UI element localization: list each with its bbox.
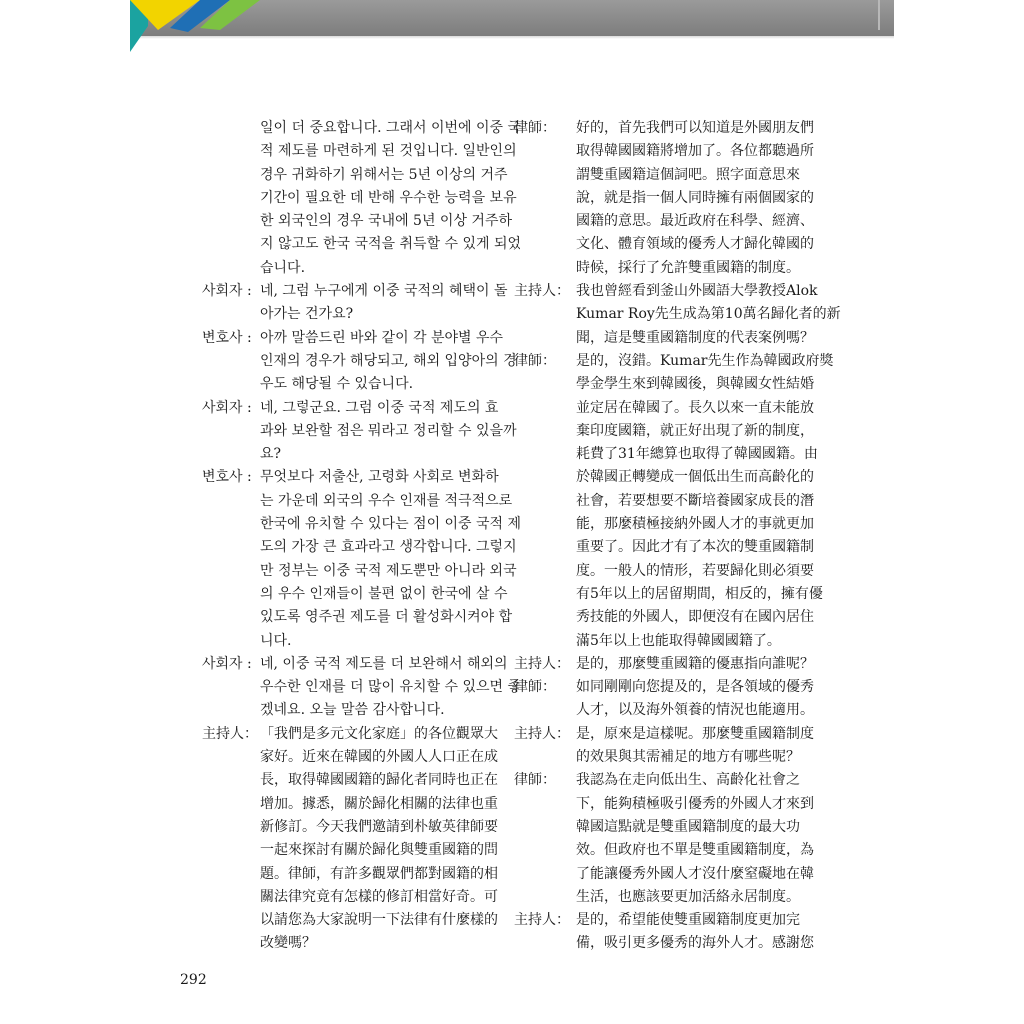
text-line: 도의 가장 큰 효과라고 생각합니다. 그렇지 bbox=[260, 539, 517, 556]
dialogue-entry bbox=[514, 676, 814, 723]
speaker-label: 主持人： bbox=[514, 655, 570, 672]
speaker-label: 主持人： bbox=[514, 912, 570, 929]
dialogue-entry bbox=[514, 909, 814, 956]
text-line: 네, 그렇군요. 그럼 이중 국적 제도의 효 bbox=[260, 399, 499, 416]
speaker-label: 律師： bbox=[514, 679, 556, 696]
dialogue-text bbox=[260, 117, 521, 280]
text-line: 下，能夠積極吸引優秀的外國人才來到 bbox=[576, 795, 814, 812]
text-line: 是的，希望能使雙重國籍制度更加完 bbox=[576, 912, 800, 929]
text-line: 적 제도를 마련하게 된 것입니다. 일반인의 bbox=[260, 143, 517, 160]
text-line: 있도록 영주권 제도를 더 활성화시켜야 합 bbox=[260, 609, 513, 626]
text-line: 能，那麼積極接納外國人才的事就更加 bbox=[576, 516, 814, 533]
text-line: 韓國這點就是雙重國籍制度的最大功 bbox=[576, 818, 800, 835]
text-line: 題。律師，有許多觀眾們都對國籍的相 bbox=[260, 865, 498, 882]
dialogue-text bbox=[576, 350, 833, 653]
text-line: 備，吸引更多優秀的海外人才。感謝您 bbox=[576, 935, 814, 952]
text-line: 如同剛剛向您提及的，是各領域的優秀 bbox=[576, 679, 814, 696]
text-line: 生活，也應該要更加活絡永居制度。 bbox=[576, 888, 800, 905]
text-line: 關法律究竟有怎樣的修訂相當好奇。可 bbox=[260, 888, 498, 905]
header-rule bbox=[878, 0, 880, 30]
text-line: 기간이 필요한 데 반해 우수한 능력을 보유 bbox=[260, 189, 517, 206]
text-line: 社會，若要想要不斷培養國家成長的潛 bbox=[576, 492, 814, 509]
text-line: 國籍的意思。最近政府在科學、經濟、 bbox=[576, 213, 814, 230]
text-line: 아가는 건가요? bbox=[260, 306, 354, 323]
speaker-label: 主持人： bbox=[202, 725, 258, 742]
text-line: 네, 그럼 누구에게 이중 국적의 혜택이 돌 bbox=[260, 283, 508, 300]
dialogue-text bbox=[576, 723, 814, 770]
page-number: 292 bbox=[180, 972, 207, 988]
text-line: 「我們是多元文化家庭」的各位觀眾大 bbox=[260, 725, 498, 742]
text-line: 改變嗎？ bbox=[260, 935, 316, 952]
dialogue-text bbox=[576, 653, 814, 676]
text-line: 경우 귀화하기 위해서는 5년 이상의 거주 bbox=[260, 166, 508, 183]
text-line: 家好。近來在韓國的外國人人口正在成 bbox=[260, 749, 498, 766]
dialogue-entry bbox=[514, 117, 814, 280]
dialogue-text bbox=[260, 397, 517, 467]
dialogue-entry bbox=[514, 350, 834, 653]
text-line: 우수한 인재를 더 많이 유치할 수 있으면 좋 bbox=[260, 679, 522, 696]
dialogue-entry bbox=[202, 723, 498, 956]
text-line: 과와 보완할 점은 뭐라고 정리할 수 있을까 bbox=[260, 422, 517, 439]
text-line: 겠네요. 오늘 말씀 감사합니다. bbox=[260, 702, 445, 719]
dialogue-text bbox=[260, 466, 521, 652]
speaker-label: 主持人： bbox=[514, 725, 570, 742]
dialogue-entry bbox=[202, 466, 522, 652]
text-line: 是，原來是這樣呢。那麼雙重國籍制度 bbox=[576, 725, 814, 742]
text-line: 我認為在走向低出生、高齡化社會之 bbox=[576, 772, 800, 789]
text-line: Kumar Roy先生成為第10萬名歸化者的新 bbox=[576, 306, 841, 323]
text-line: 學金學生來到韓國後，與韓國女性結婚 bbox=[576, 376, 814, 393]
text-line: 是的，沒錯。Kumar先生作為韓國政府獎 bbox=[576, 352, 834, 369]
text-line: 일이 더 중요합니다. 그래서 이번에 이중 국 bbox=[260, 120, 522, 136]
dialogue-entry bbox=[202, 117, 522, 280]
right-column bbox=[514, 117, 841, 956]
dialogue-text bbox=[260, 723, 498, 956]
text-line: 長，取得韓國國籍的歸化者同時也正在 bbox=[260, 772, 498, 789]
text-line: 우도 해당될 수 있습니다. bbox=[260, 376, 414, 393]
speaker-label: 律師： bbox=[514, 772, 556, 789]
dialogue-entry bbox=[514, 280, 841, 350]
text-line: 重要了。因此才有了本次的雙重國籍制 bbox=[576, 539, 814, 556]
text-line: 並定居在韓國了。長久以來一直未能放 bbox=[576, 399, 814, 416]
text-line: 지 않고도 한국 국적을 취득할 수 있게 되었 bbox=[260, 236, 522, 253]
text-line: 秀技能的外國人，即便沒有在國內居住 bbox=[576, 609, 814, 626]
dialogue-entry bbox=[514, 769, 814, 909]
speaker-label: 主持人： bbox=[514, 283, 570, 300]
text-line: 有5年以上的居留期間，相反的，擁有優 bbox=[576, 585, 823, 602]
text-line: 聞，這是雙重國籍制度的代表案例嗎？ bbox=[576, 329, 814, 346]
text-line: 는 가운데 외국의 우수 인재를 적극적으로 bbox=[260, 492, 513, 509]
text-line: 습니다. bbox=[260, 259, 306, 276]
text-line: 時候，採行了允許雙重國籍的制度。 bbox=[576, 259, 800, 276]
left-column bbox=[202, 117, 522, 956]
text-line: 만 정부는 이중 국적 제도뿐만 아니라 외국 bbox=[260, 562, 517, 579]
dialogue-text bbox=[576, 769, 814, 909]
text-line: 於韓國正轉變成一個低出生而高齡化的 bbox=[576, 469, 814, 486]
text-line: 是的，那麼雙重國籍的優惠指向誰呢？ bbox=[576, 655, 814, 672]
speaker-label: 변호사 : bbox=[202, 329, 252, 346]
text-line: 滿5年以上也能取得韓國國籍了。 bbox=[576, 632, 781, 649]
dialogue-text bbox=[576, 280, 841, 350]
text-line: 니다. bbox=[260, 632, 292, 649]
speaker-label: 律師： bbox=[514, 120, 556, 136]
text-line: 增加。據悉，關於歸化相關的法律也重 bbox=[260, 795, 498, 812]
dialogue-text bbox=[260, 280, 508, 327]
speaker-label: 사회자 : bbox=[202, 283, 252, 300]
dialogue-text bbox=[260, 653, 521, 723]
speaker-label bbox=[202, 117, 260, 280]
dialogue-entry bbox=[202, 397, 517, 467]
text-line: 네, 이중 국적 제도를 더 보완해서 해외의 bbox=[260, 655, 508, 672]
text-line: 說，就是指一個人同時擁有兩個國家的 bbox=[576, 189, 814, 206]
text-line: 以請您為大家說明一下法律有什麼樣的 bbox=[260, 912, 498, 929]
text-line: 效。但政府也不單是雙重國籍制度，為 bbox=[576, 842, 814, 859]
dialogue-text bbox=[576, 909, 814, 956]
text-line: 한국에 유치할 수 있다는 점이 이중 국적 제 bbox=[260, 516, 522, 533]
text-line: 人才，以及海外領養的情況也能適用。 bbox=[576, 702, 814, 719]
speaker-label: 사회자 : bbox=[202, 399, 252, 416]
dialogue-text bbox=[576, 676, 814, 723]
speaker-label: 사회자 : bbox=[202, 655, 252, 672]
dialogue-entry bbox=[202, 653, 522, 723]
dialogue-text bbox=[260, 327, 517, 397]
text-line: 요? bbox=[260, 446, 282, 463]
header-decoration bbox=[130, 0, 270, 52]
text-line: 一起來探討有關於歸化與雙重國籍的問 bbox=[260, 842, 498, 859]
text-line: 아까 말씀드린 바와 같이 각 분야별 우수 bbox=[260, 329, 504, 346]
text-line: 取得韓國國籍將增加了。各位都聽過所 bbox=[576, 143, 814, 160]
text-line: 耗費了31年總算也取得了韓國國籍。由 bbox=[576, 446, 818, 463]
text-line: 棄印度國籍，就正好出現了新的制度， bbox=[576, 422, 814, 439]
speaker-label: 律師： bbox=[514, 352, 556, 369]
dialogue-entry bbox=[202, 280, 508, 327]
dialogue-entry bbox=[202, 327, 517, 397]
text-line: 度。一般人的情形，若要歸化則必須要 bbox=[576, 562, 814, 579]
text-line: 한 외국인의 경우 국내에 5년 이상 거주하 bbox=[260, 213, 512, 230]
text-line: 的效果與其需補足的地方有哪些呢？ bbox=[576, 749, 800, 766]
dialogue-entry bbox=[514, 723, 814, 770]
text-line: 의 우수 인재들이 불편 없이 한국에 살 수 bbox=[260, 585, 508, 602]
text-line: 好的，首先我們可以知道是外國朋友們 bbox=[576, 120, 814, 136]
text-line: 謂雙重國籍這個詞吧。照字面意思來 bbox=[576, 166, 800, 183]
text-line: 我也曾經看到釜山外國語大學教授Alok bbox=[576, 283, 818, 300]
speaker-label: 변호사 : bbox=[202, 469, 252, 486]
text-line: 文化、體育領域的優秀人才歸化韓國的 bbox=[576, 236, 814, 253]
dialogue-entry bbox=[514, 653, 814, 676]
dialogue-text bbox=[576, 117, 814, 280]
text-line: 了能讓優秀外國人才沒什麼窒礙地在韓 bbox=[576, 865, 814, 882]
text-line: 무엇보다 저출산, 고령화 사회로 변화하 bbox=[260, 469, 499, 486]
text-line: 인재의 경우가 해당되고, 해외 입양아의 경 bbox=[260, 352, 517, 369]
text-line: 新修訂。今天我們邀請到朴敏英律師要 bbox=[260, 818, 498, 835]
